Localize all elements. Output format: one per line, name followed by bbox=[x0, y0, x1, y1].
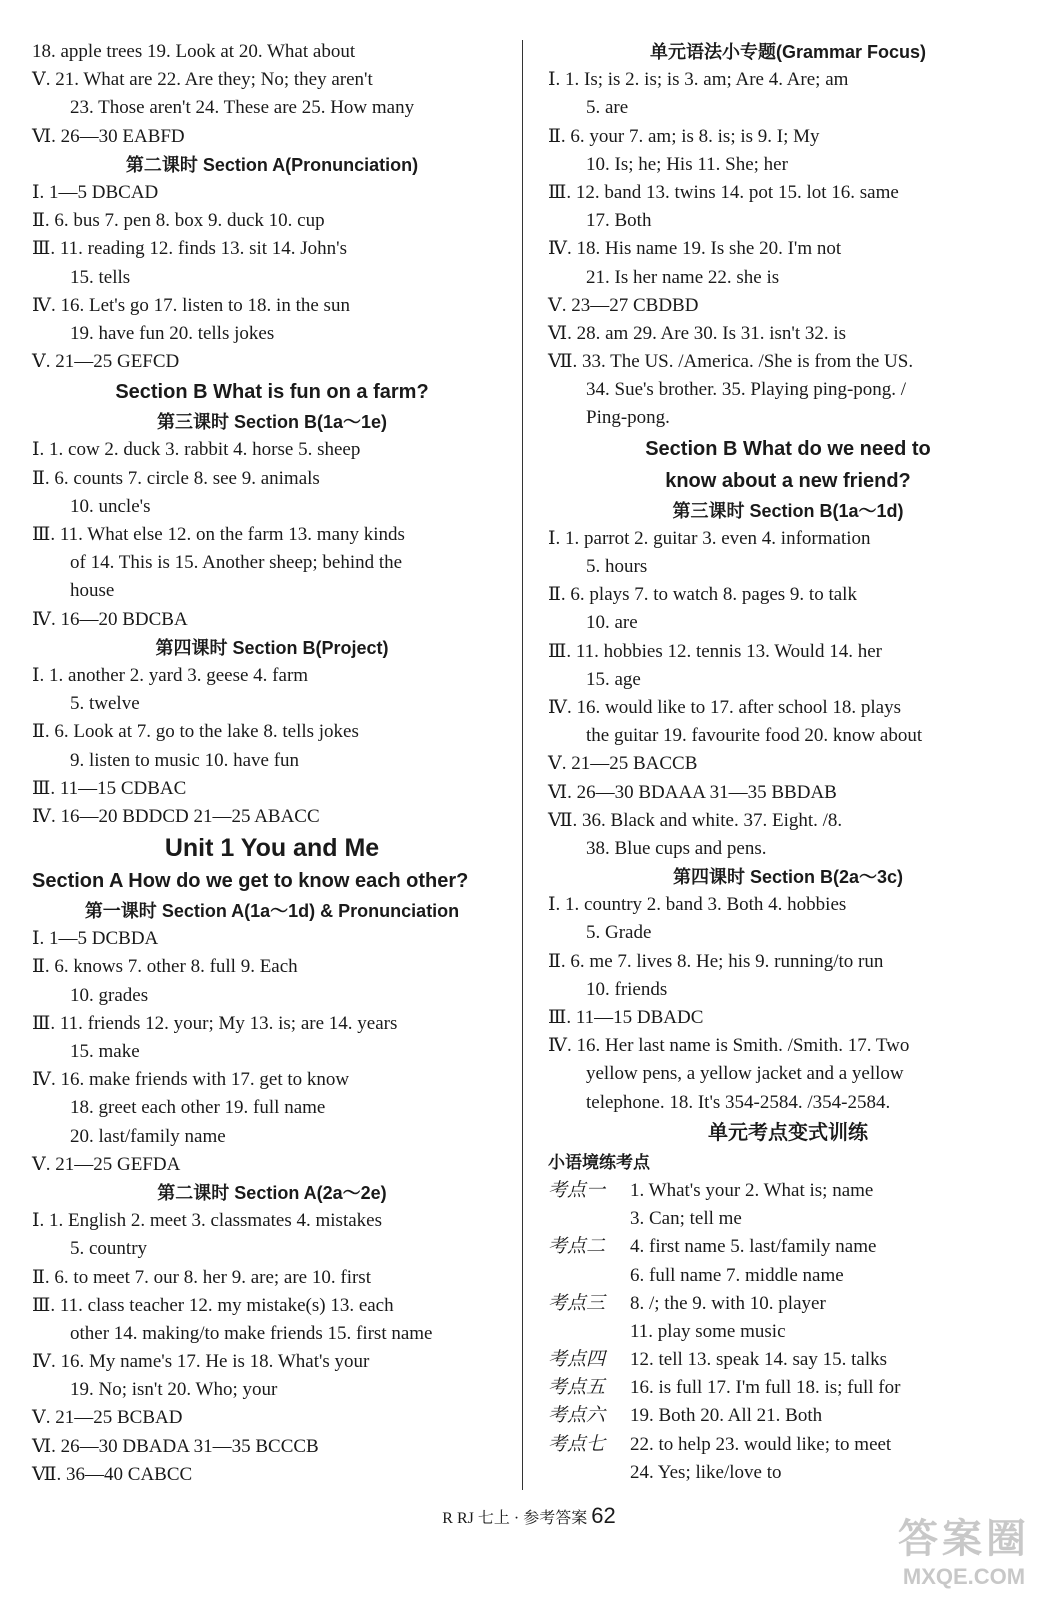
answer-line-continued: house bbox=[70, 580, 115, 602]
kaodian-line bbox=[548, 1262, 1028, 1290]
kaodian-answers: 11. play some music bbox=[630, 1320, 786, 1342]
answer-line-continued: 20. last/family name bbox=[70, 1125, 226, 1147]
section-heading: 单元考点变式训练 bbox=[708, 1121, 868, 1144]
lesson-heading: 第二课时 Section A(2a～2e) bbox=[157, 1182, 387, 1203]
answer-line-continued: 34. Sue's brother. 35. Playing ping-pong. / bbox=[586, 379, 907, 401]
answer-line-continued: 21. Is her name 22. she is bbox=[586, 266, 780, 288]
answer-line: Ⅲ. 12. band 13. twins 14. pot 15. lot 16. same bbox=[548, 181, 899, 203]
answer-line: Ⅵ. 28. am 29. Are 30. Is 31. isn't 32. is bbox=[548, 322, 847, 344]
section-heading: Section B What do we need to bbox=[645, 437, 931, 460]
answer-line: 18. apple trees 19. Look at 20. What about bbox=[32, 41, 356, 62]
answer-line-continued: 10. are bbox=[586, 612, 638, 634]
kaodian-answers: 16. is full 17. I'm full 18. is; full for bbox=[630, 1377, 901, 1399]
answer-line: Ⅲ. 11. reading 12. finds 13. sit 14. John's bbox=[32, 238, 348, 260]
answer-line-continued: 5. are bbox=[586, 97, 629, 119]
answer-line: Ⅳ. 16. Let's go 17. listen to 18. in the sun bbox=[32, 294, 350, 316]
answer-line-continued: 17. Both bbox=[586, 210, 652, 232]
kaodian-answers: 6. full name 7. middle name bbox=[630, 1264, 844, 1286]
answer-line: Ⅳ. 16—20 BDDCD 21—25 ABACC bbox=[32, 805, 320, 827]
answer-line: Ⅰ. 1. English 2. meet 3. classmates 4. mistakes bbox=[32, 1210, 382, 1232]
answer-line: Ⅲ. 11. friends 12. your; My 13. is; are 14. years bbox=[32, 1012, 398, 1034]
answer-line-continued: 5. twelve bbox=[70, 693, 140, 715]
lesson-heading: 第二课时 Section A(Pronunciation) bbox=[125, 154, 419, 175]
answer-line-continued: yellow pens, a yellow jacket and a yellow bbox=[586, 1063, 904, 1085]
answer-line: Ⅲ. 11. class teacher 12. my mistake(s) 13. each bbox=[32, 1294, 394, 1316]
kaodian-answers: 24. Yes; like/love to bbox=[630, 1461, 782, 1483]
kaodian-label: 考点三 bbox=[548, 1292, 606, 1314]
kaodian-answers: 1. What's your 2. What is; name bbox=[630, 1179, 874, 1201]
answer-line: Ⅶ. 36—40 CABCC bbox=[32, 1463, 193, 1485]
answer-line-continued: 15. tells bbox=[70, 266, 131, 288]
lesson-heading: 单元语法小专题(Grammar Focus) bbox=[649, 42, 927, 62]
answer-line: Ⅳ. 16. would like to 17. after school 18. plays bbox=[548, 696, 902, 718]
answer-line-continued: 5. Grade bbox=[586, 922, 652, 944]
answer-line: Ⅰ. 1—5 DCBDA bbox=[32, 928, 159, 950]
answer-line: Ⅱ. 6. your 7. am; is 8. is; is 9. I; My bbox=[548, 125, 820, 147]
answer-line: Ⅳ. 16. make friends with 17. get to know bbox=[32, 1069, 350, 1091]
answer-line: Ⅱ. 6. counts 7. circle 8. see 9. animals bbox=[32, 467, 320, 489]
answer-line-continued: the guitar 19. favourite food 20. know about bbox=[586, 725, 923, 747]
page-number: 62 bbox=[591, 1503, 616, 1528]
answer-line: Ⅰ. 1—5 DBCAD bbox=[32, 181, 159, 203]
watermark-logo bbox=[898, 1507, 1030, 1590]
kaodian-answers: 19. Both 20. All 21. Both bbox=[630, 1405, 823, 1427]
column-divider bbox=[522, 40, 523, 1490]
answer-line: Ⅰ. 1. another 2. yard 3. geese 4. farm bbox=[32, 664, 309, 686]
kaodian-line bbox=[548, 1402, 1028, 1430]
kaodian-label: 考点二 bbox=[548, 1236, 606, 1258]
kaodian-answers: 3. Can; tell me bbox=[630, 1208, 742, 1230]
kaodian-line bbox=[548, 1374, 1028, 1402]
answer-line-continued: 18. greet each other 19. full name bbox=[70, 1097, 326, 1119]
lesson-heading: 第一课时 Section A(1a～1d) & Pronunciation bbox=[84, 901, 460, 922]
answer-line: Ⅵ. 26—30 BDAAA 31—35 BBDAB bbox=[548, 781, 837, 803]
answer-line-continued: 23. Those aren't 24. These are 25. How many bbox=[70, 97, 415, 119]
kaodian-line bbox=[548, 1177, 1028, 1205]
kaodian-answers: 22. to help 23. would like; to meet bbox=[630, 1433, 892, 1455]
lesson-heading: 第四课时 Section B(2a～3c) bbox=[672, 867, 904, 888]
answer-line-continued: telephone. 18. It's 354-2584. /354-2584. bbox=[586, 1091, 891, 1113]
section-heading: know about a new friend? bbox=[665, 469, 911, 492]
answer-line: Ⅰ. 1. country 2. band 3. Both 4. hobbies bbox=[548, 894, 847, 916]
answer-line-continued: 10. grades bbox=[70, 984, 149, 1006]
answer-line-continued: Ping-pong. bbox=[586, 407, 670, 429]
kaodian-label: 考点六 bbox=[548, 1405, 606, 1427]
kaodian-line bbox=[548, 1205, 1028, 1233]
kaodian-line bbox=[548, 1431, 1028, 1459]
answer-line: Ⅴ. 21. What are 22. Are they; No; they aren't bbox=[32, 69, 373, 91]
kaodian-line bbox=[548, 1459, 1028, 1487]
answer-line: Ⅲ. 11—15 DBADC bbox=[548, 1007, 704, 1028]
answer-line-continued: 15. age bbox=[586, 668, 641, 690]
kaodian-label: 考点一 bbox=[548, 1179, 606, 1201]
kaodian-line bbox=[548, 1318, 1028, 1346]
answer-line-continued: 19. No; isn't 20. Who; your bbox=[70, 1379, 278, 1401]
kaodian-label: 考点五 bbox=[548, 1377, 606, 1399]
kaodian-label: 考点四 bbox=[548, 1349, 606, 1371]
answer-line: Ⅴ. 21—25 BCBAD bbox=[32, 1407, 183, 1429]
answer-line-continued: 19. have fun 20. tells jokes bbox=[70, 322, 275, 344]
kaodian-label: 考点七 bbox=[548, 1433, 606, 1455]
answer-line: Ⅰ. 1. Is; is 2. is; is 3. am; Are 4. Are; am bbox=[548, 69, 849, 91]
answer-line: Ⅳ. 16. My name's 17. He is 18. What's your bbox=[32, 1351, 370, 1373]
answer-line: Ⅵ. 26—30 EABFD bbox=[32, 125, 185, 147]
footer-label: R RJ 七上 · 参考答案 bbox=[442, 1510, 588, 1527]
kaodian-answers: 12. tell 13. speak 14. say 15. talks bbox=[630, 1349, 887, 1371]
section-heading: Section B What is fun on a farm? bbox=[115, 381, 429, 404]
answer-line: Ⅱ. 6. me 7. lives 8. He; his 9. running/to run bbox=[548, 950, 884, 972]
answer-line: Ⅶ. 33. The US. /America. /She is from the US. bbox=[548, 351, 914, 373]
answer-line: Ⅵ. 26—30 DBADA 31—35 BCCCB bbox=[32, 1435, 319, 1457]
answer-line: Ⅲ. 11. hobbies 12. tennis 13. Would 14. her bbox=[548, 640, 882, 662]
answer-line: Ⅴ. 21—25 GEFCD bbox=[32, 351, 180, 373]
kaodian-line bbox=[548, 1346, 1028, 1374]
answer-line: Ⅰ. 1. cow 2. duck 3. rabbit 4. horse 5. sheep bbox=[32, 439, 361, 461]
watermark-url: MXQE.COM bbox=[902, 1564, 1026, 1589]
answer-line-continued: 38. Blue cups and pens. bbox=[586, 837, 767, 859]
left-column bbox=[32, 38, 512, 1489]
answer-line: Ⅱ. 6. plays 7. to watch 8. pages 9. to talk bbox=[548, 584, 857, 606]
lesson-heading: 第三课时 Section B(1a～1d) bbox=[672, 500, 904, 521]
watermark-title: 答案圈 bbox=[898, 1517, 1030, 1561]
section-heading: Section A How do we get to know each other? bbox=[32, 870, 469, 893]
right-column bbox=[548, 38, 1028, 1487]
lesson-heading: 第四课时 Section B(Project) bbox=[155, 637, 389, 658]
answer-line-continued: 15. make bbox=[70, 1041, 140, 1062]
kaodian-answers: 4. first name 5. last/family name bbox=[630, 1236, 877, 1258]
answer-line: Ⅱ. 6. Look at 7. go to the lake 8. tells jokes bbox=[32, 721, 359, 743]
answer-line: Ⅳ. 18. His name 19. Is she 20. I'm not bbox=[548, 238, 842, 260]
answer-line-continued: other 14. making/to make friends 15. first name bbox=[70, 1322, 433, 1344]
kaodian-answers: 8. /; the 9. with 10. player bbox=[630, 1292, 826, 1314]
answer-line: Ⅰ. 1. parrot 2. guitar 3. even 4. information bbox=[548, 527, 871, 549]
answer-line-continued: 5. hours bbox=[586, 556, 648, 577]
answer-line: Ⅶ. 36. Black and white. 37. Eight. /8. bbox=[548, 809, 843, 831]
kaodian-line bbox=[548, 1233, 1028, 1261]
answer-line: Ⅴ. 21—25 BACCB bbox=[548, 753, 698, 775]
answer-line: Ⅲ. 11—15 CDBAC bbox=[32, 777, 187, 799]
answer-line: Ⅴ. 21—25 GEFDA bbox=[32, 1153, 181, 1175]
unit-title: Unit 1 You and Me bbox=[164, 834, 380, 863]
answer-line: Ⅳ. 16. Her last name is Smith. /Smith. 17. Two bbox=[548, 1035, 910, 1057]
answer-line-continued: of 14. This is 15. Another sheep; behind the bbox=[70, 552, 403, 574]
lesson-heading: 第三课时 Section B(1a～1e) bbox=[156, 412, 388, 433]
answer-line-continued: 10. friends bbox=[586, 978, 668, 1000]
answer-line: Ⅴ. 23—27 CBDBD bbox=[548, 294, 699, 316]
answer-line-continued: 10. Is; he; His 11. She; her bbox=[586, 153, 788, 175]
kaodian-line bbox=[548, 1290, 1028, 1318]
answer-line: Ⅱ. 6. to meet 7. our 8. her 9. are; are 10. first bbox=[32, 1266, 371, 1288]
subheading: 小语境练考点 bbox=[548, 1152, 650, 1172]
answer-line: Ⅱ. 6. bus 7. pen 8. box 9. duck 10. cup bbox=[32, 210, 325, 232]
answer-line: Ⅲ. 11. What else 12. on the farm 13. many kinds bbox=[32, 524, 405, 545]
answer-line: Ⅳ. 16—20 BDCBA bbox=[32, 608, 188, 630]
answer-line-continued: 5. country bbox=[70, 1238, 148, 1260]
answer-line: Ⅱ. 6. knows 7. other 8. full 9. Each bbox=[32, 956, 298, 978]
answer-line-continued: 10. uncle's bbox=[70, 495, 151, 517]
answer-line-continued: 9. listen to music 10. have fun bbox=[70, 749, 300, 771]
